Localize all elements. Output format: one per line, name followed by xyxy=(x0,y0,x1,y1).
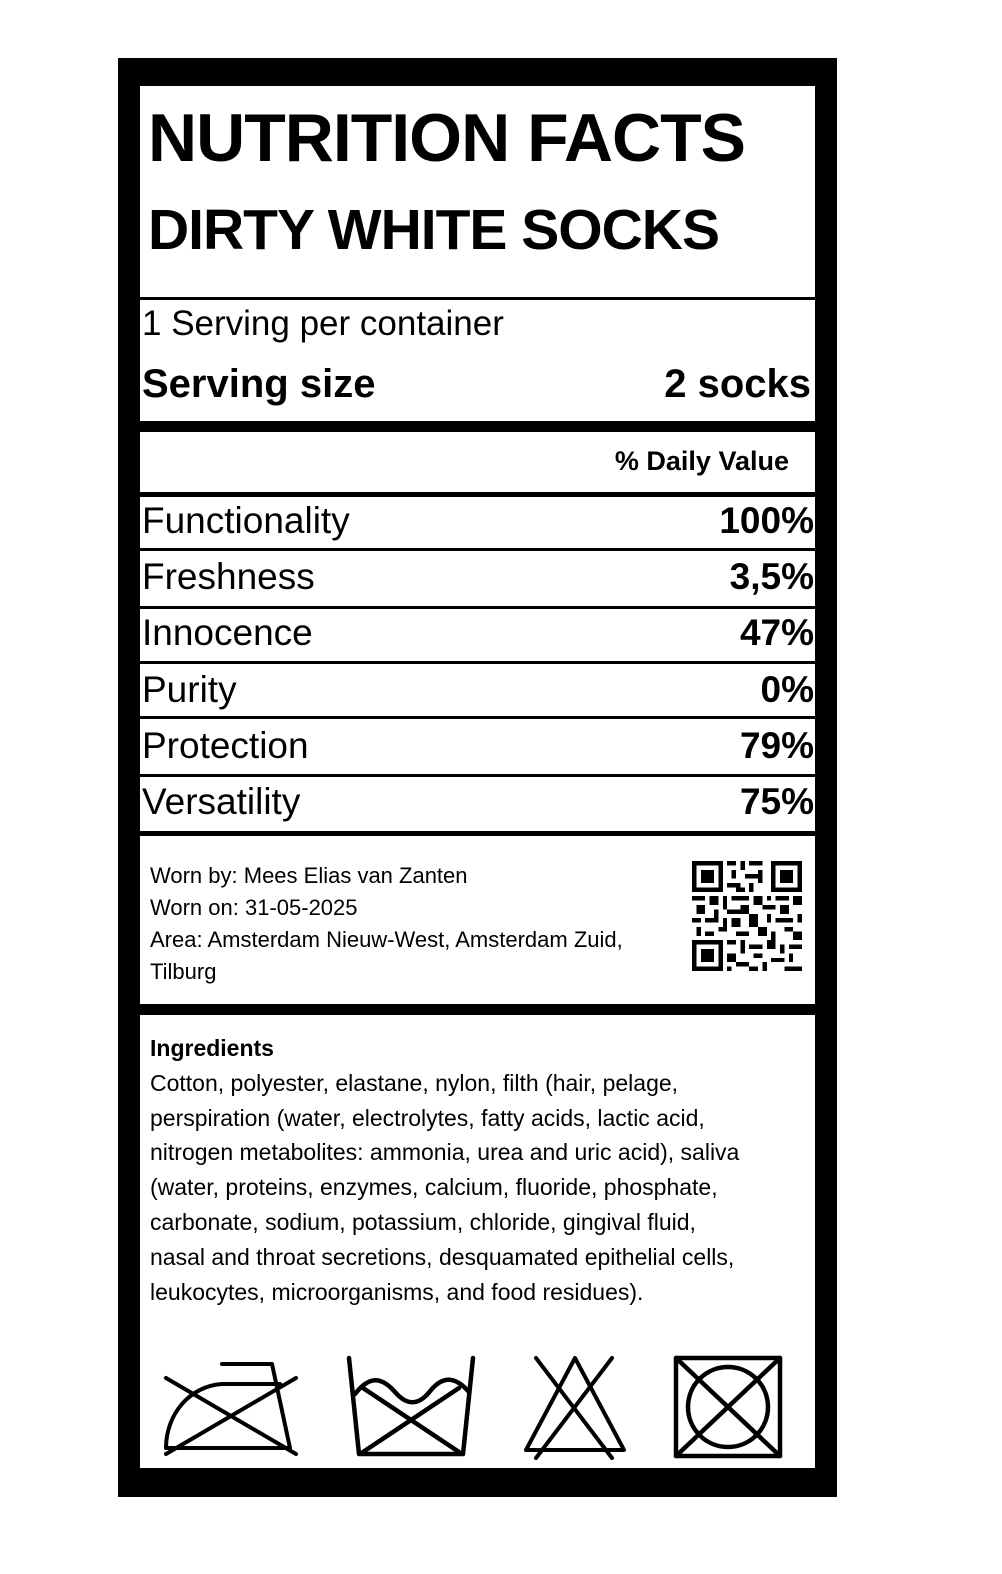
ingredients-heading: Ingredients xyxy=(150,1035,274,1061)
nutrient-value: 79% xyxy=(739,725,814,766)
worn-on: Worn on: 31-05-2025 xyxy=(150,895,358,920)
nutrient-row xyxy=(140,496,815,550)
nutrient-value: 75% xyxy=(739,781,814,822)
nutrient-value: 47% xyxy=(739,612,814,653)
ingredients-list: Cotton, polyester, elastane, nylon, filth (hair, pelage, perspiration (water, electrolytes, fatty acids, lactic acid, nitrogen metabolites: ammonia, urea and uric acid), saliva (water, proteins, enzymes, calcium, fluoride, phosphate, carbonate, sodium, potassium, chloride, gingival fluid, nasal and throat secretions, desquamated epithelial cells, leukocytes, microorganisms, and food residues). xyxy=(150,1069,740,1305)
serving-size-value: 2 socks xyxy=(664,362,811,406)
do-not-bleach-icon xyxy=(520,1354,630,1460)
thick-divider xyxy=(140,1004,815,1015)
nutrient-name: Versatility xyxy=(142,781,301,822)
do-not-wash-icon xyxy=(345,1354,477,1460)
wear-area: Area: Amsterdam Nieuw-West, Amsterdam Zuid, Tilburg xyxy=(150,927,623,984)
qr-code-icon[interactable] xyxy=(692,861,802,971)
nutrient-name: Protection xyxy=(142,725,309,766)
divider xyxy=(140,831,815,836)
nutrient-name: Freshness xyxy=(142,556,315,597)
do-not-tumble-dry-icon xyxy=(672,1354,784,1460)
nutrient-value: 3,5% xyxy=(729,556,814,597)
nutrient-name: Functionality xyxy=(142,500,350,541)
ingredients-section xyxy=(150,1031,750,1309)
do-not-iron-icon xyxy=(162,1354,302,1460)
divider xyxy=(140,661,815,664)
nutrition-label xyxy=(118,58,837,1497)
nutrient-row xyxy=(140,665,815,719)
divider xyxy=(140,297,815,300)
worn-by: Worn by: Mees Elias van Zanten xyxy=(150,863,468,888)
nutrient-name: Purity xyxy=(142,669,237,710)
nutrient-name: Innocence xyxy=(142,612,313,653)
nutrient-row xyxy=(140,608,815,662)
wear-details xyxy=(150,860,670,988)
thick-divider xyxy=(140,421,815,432)
nutrient-row xyxy=(140,552,815,606)
nutrient-value: 100% xyxy=(719,500,814,541)
nutrient-row xyxy=(140,721,815,775)
label-panel xyxy=(140,86,815,1468)
serving-size-label: Serving size xyxy=(142,362,376,406)
label-title: NUTRITION FACTS xyxy=(148,100,745,176)
nutrient-row xyxy=(140,777,815,831)
servings-per-container: 1 Serving per container xyxy=(142,304,504,343)
divider xyxy=(140,716,815,719)
divider xyxy=(140,548,815,551)
daily-value-header: % Daily Value xyxy=(614,446,789,476)
nutrient-value: 0% xyxy=(760,669,814,710)
product-name: DIRTY WHITE SOCKS xyxy=(148,198,719,262)
